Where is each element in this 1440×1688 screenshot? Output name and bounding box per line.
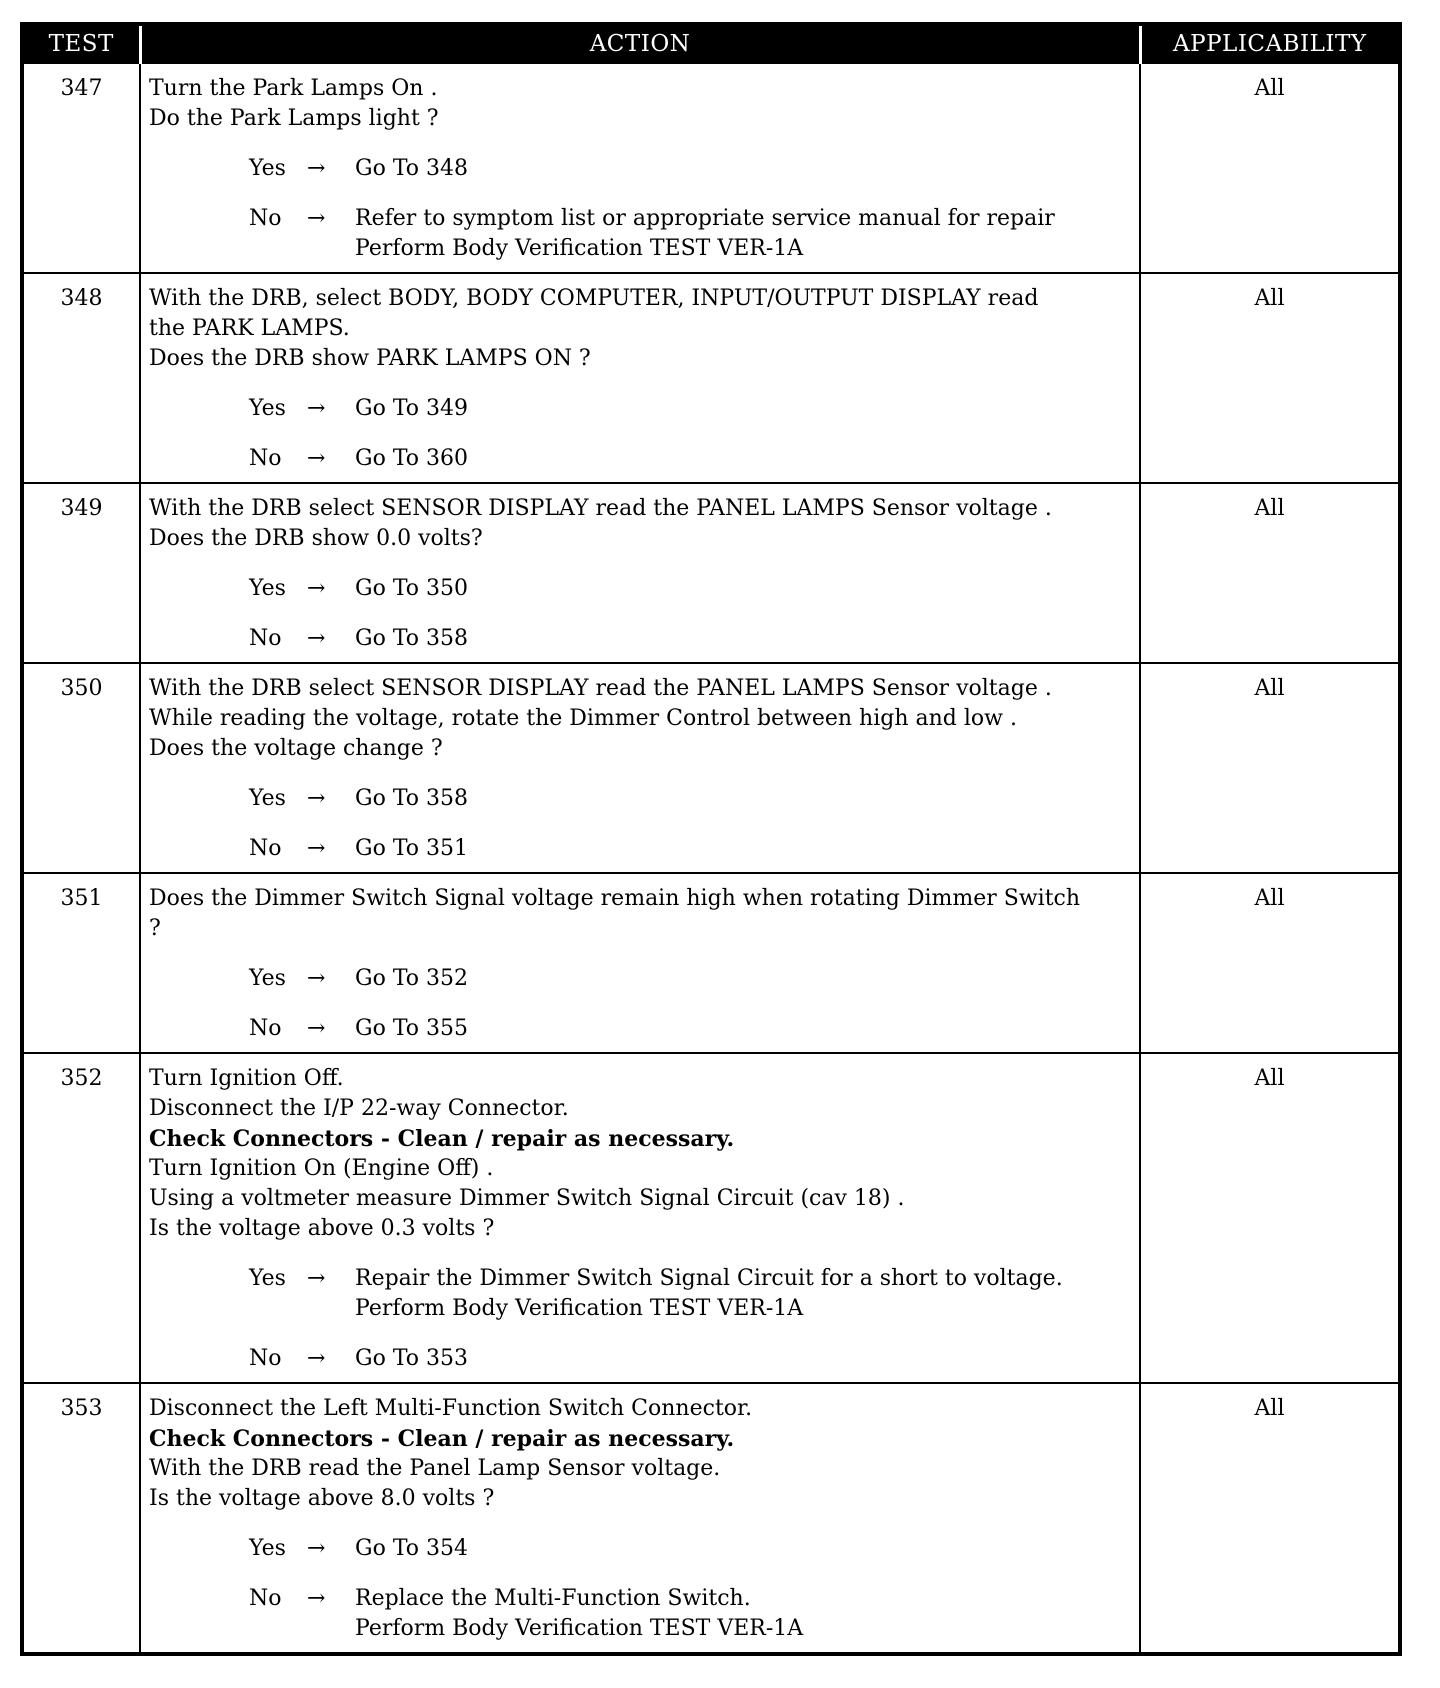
outcome-answer: Yes <box>249 156 286 181</box>
instruction-block <box>149 1394 1131 1514</box>
test-number: 353 <box>22 1383 140 1654</box>
outcome-result <box>355 1584 803 1644</box>
outcome-answer: No <box>249 626 282 651</box>
arrow-right-icon: → <box>307 1266 326 1291</box>
applicability-value: All <box>1140 483 1400 663</box>
outcome-result <box>355 964 468 994</box>
table-body <box>22 63 1400 1654</box>
outcome-result <box>355 834 468 864</box>
outcome-result-line: Perform Body Verification TEST VER-1A <box>355 1616 804 1641</box>
outcome-answer: No <box>249 1586 282 1611</box>
outcome-result <box>355 154 468 184</box>
instruction-block <box>149 674 1131 764</box>
arrow-right-icon: → <box>307 626 326 651</box>
arrow-right-icon: → <box>307 1016 326 1041</box>
outcome-answer: Yes <box>249 1266 286 1291</box>
outcome-result <box>355 1344 468 1374</box>
outcome-answer: No <box>249 206 282 231</box>
table-row <box>22 873 1400 1053</box>
outcome-result-line: Perform Body Verification TEST VER-1A <box>355 236 804 261</box>
instruction-line: Turn Ignition On (Engine Off) . <box>149 1156 494 1181</box>
instruction-line: Is the voltage above 0.3 volts ? <box>149 1216 495 1241</box>
outcome-result-line: Perform Body Verification TEST VER-1A <box>355 1296 804 1321</box>
outcome-answer: No <box>249 446 282 471</box>
outcome-result-line: Go To 350 <box>355 576 469 601</box>
action-cell <box>140 663 1140 873</box>
instruction-line: Does the DRB show PARK LAMPS ON ? <box>149 346 591 371</box>
header-applicability: APPLICABILITY <box>1140 24 1400 63</box>
action-cell <box>140 483 1140 663</box>
applicability-value: All <box>1140 1053 1400 1383</box>
header-action: ACTION <box>140 24 1140 63</box>
arrow-right-icon: → <box>307 836 326 861</box>
outcome-answer: No <box>249 836 282 861</box>
outcome-result-line: Go To 352 <box>355 966 469 991</box>
outcome-result <box>355 394 468 424</box>
table-row <box>22 63 1400 273</box>
outcome-result-line: Go To 358 <box>355 786 469 811</box>
outcome-result <box>355 444 468 474</box>
outcome-result <box>355 204 1055 264</box>
outcome-result-line: Go To 351 <box>355 836 469 861</box>
instruction-block <box>149 74 1131 134</box>
table-row <box>22 273 1400 483</box>
outcome-yes <box>149 1264 1131 1324</box>
action-cell <box>140 1383 1140 1654</box>
instruction-line: With the DRB read the Panel Lamp Sensor voltage. <box>149 1456 721 1481</box>
outcome-no <box>149 204 1131 264</box>
outcome-yes <box>149 154 1131 184</box>
arrow-right-icon: → <box>307 966 326 991</box>
outcome-result <box>355 1534 468 1564</box>
arrow-right-icon: → <box>307 156 326 181</box>
outcome-no <box>149 1584 1131 1644</box>
outcome-result <box>355 574 468 604</box>
outcome-no <box>149 444 1131 474</box>
instruction-line: With the DRB, select BODY, BODY COMPUTER, INPUT/OUTPUT DISPLAY read <box>149 286 1039 311</box>
outcome-result-line: Go To 354 <box>355 1536 469 1561</box>
outcome-yes <box>149 1534 1131 1564</box>
arrow-right-icon: → <box>307 786 326 811</box>
action-cell <box>140 873 1140 1053</box>
applicability-value: All <box>1140 663 1400 873</box>
test-number: 350 <box>22 663 140 873</box>
arrow-right-icon: → <box>307 576 326 601</box>
outcome-no <box>149 1014 1131 1044</box>
test-number: 349 <box>22 483 140 663</box>
table-row <box>22 1053 1400 1383</box>
table-row <box>22 663 1400 873</box>
outcome-result <box>355 784 468 814</box>
outcome-result-line: Go To 360 <box>355 446 469 471</box>
instruction-line: Does the DRB show 0.0 volts? <box>149 526 483 551</box>
instruction-line: Do the Park Lamps light ? <box>149 106 439 131</box>
outcome-result-line: Repair the Dimmer Switch Signal Circuit for a short to voltage. <box>355 1266 1063 1291</box>
outcome-answer: Yes <box>249 966 286 991</box>
outcome-result <box>355 1014 468 1044</box>
table-row <box>22 1383 1400 1654</box>
outcome-no <box>149 1344 1131 1374</box>
header-test: TEST <box>22 24 140 63</box>
test-number: 348 <box>22 273 140 483</box>
applicability-value: All <box>1140 873 1400 1053</box>
applicability-value: All <box>1140 273 1400 483</box>
outcome-yes <box>149 574 1131 604</box>
arrow-right-icon: → <box>307 1346 326 1371</box>
instruction-block <box>149 1064 1131 1244</box>
outcome-result <box>355 1264 1063 1324</box>
instruction-block <box>149 494 1131 554</box>
instruction-line: While reading the voltage, rotate the Dimmer Control between high and low . <box>149 706 1017 731</box>
instruction-line: Turn Ignition Off. <box>149 1066 344 1091</box>
instruction-line: Using a voltmeter measure Dimmer Switch Signal Circuit (cav 18) . <box>149 1186 905 1211</box>
action-cell <box>140 1053 1140 1383</box>
test-number: 351 <box>22 873 140 1053</box>
instruction-block <box>149 284 1131 374</box>
outcome-answer: Yes <box>249 786 286 811</box>
outcome-no <box>149 834 1131 864</box>
action-cell <box>140 63 1140 273</box>
outcome-result-line: Go To 353 <box>355 1346 469 1371</box>
outcome-answer: Yes <box>249 576 286 601</box>
arrow-right-icon: → <box>307 206 326 231</box>
outcome-result-line: Refer to symptom list or appropriate service manual for repair <box>355 206 1055 231</box>
arrow-right-icon: → <box>307 1586 326 1611</box>
applicability-value: All <box>1140 1383 1400 1654</box>
outcome-answer: No <box>249 1346 282 1371</box>
instruction-line: Is the voltage above 8.0 volts ? <box>149 1486 495 1511</box>
outcome-result-line: Replace the Multi-Function Switch. <box>355 1586 751 1611</box>
outcome-answer: Yes <box>249 1536 286 1561</box>
header-row <box>22 24 1400 63</box>
outcome-answer: Yes <box>249 396 286 421</box>
instruction-line: Disconnect the Left Multi-Function Switch Connector. <box>149 1396 753 1421</box>
instruction-line: ? <box>149 916 161 941</box>
diagnostic-test-table <box>20 22 1402 1656</box>
outcome-result-line: Go To 348 <box>355 156 469 181</box>
outcome-result-line: Go To 349 <box>355 396 469 421</box>
instruction-line: Turn the Park Lamps On . <box>149 76 438 101</box>
instruction-line: Does the Dimmer Switch Signal voltage remain high when rotating Dimmer Switch <box>149 886 1081 911</box>
applicability-value: All <box>1140 63 1400 273</box>
action-cell <box>140 273 1140 483</box>
instruction-line: With the DRB select SENSOR DISPLAY read the PANEL LAMPS Sensor voltage . <box>149 676 1052 701</box>
outcome-yes <box>149 964 1131 994</box>
outcome-yes <box>149 784 1131 814</box>
instruction-line-bold: Check Connectors - Clean / repair as necessary. <box>149 1126 735 1152</box>
instruction-block <box>149 884 1131 944</box>
outcome-yes <box>149 394 1131 424</box>
test-number: 352 <box>22 1053 140 1383</box>
arrow-right-icon: → <box>307 396 326 421</box>
outcome-result-line: Go To 358 <box>355 626 469 651</box>
outcome-result-line: Go To 355 <box>355 1016 469 1041</box>
outcome-answer: No <box>249 1016 282 1041</box>
instruction-line: the PARK LAMPS. <box>149 316 350 341</box>
outcome-result <box>355 624 468 654</box>
outcome-no <box>149 624 1131 654</box>
arrow-right-icon: → <box>307 1536 326 1561</box>
instruction-line-bold: Check Connectors - Clean / repair as necessary. <box>149 1426 735 1452</box>
instruction-line: Does the voltage change ? <box>149 736 443 761</box>
arrow-right-icon: → <box>307 446 326 471</box>
test-number: 347 <box>22 63 140 273</box>
table-row <box>22 483 1400 663</box>
instruction-line: With the DRB select SENSOR DISPLAY read the PANEL LAMPS Sensor voltage . <box>149 496 1052 521</box>
instruction-line: Disconnect the I/P 22-way Connector. <box>149 1096 569 1121</box>
